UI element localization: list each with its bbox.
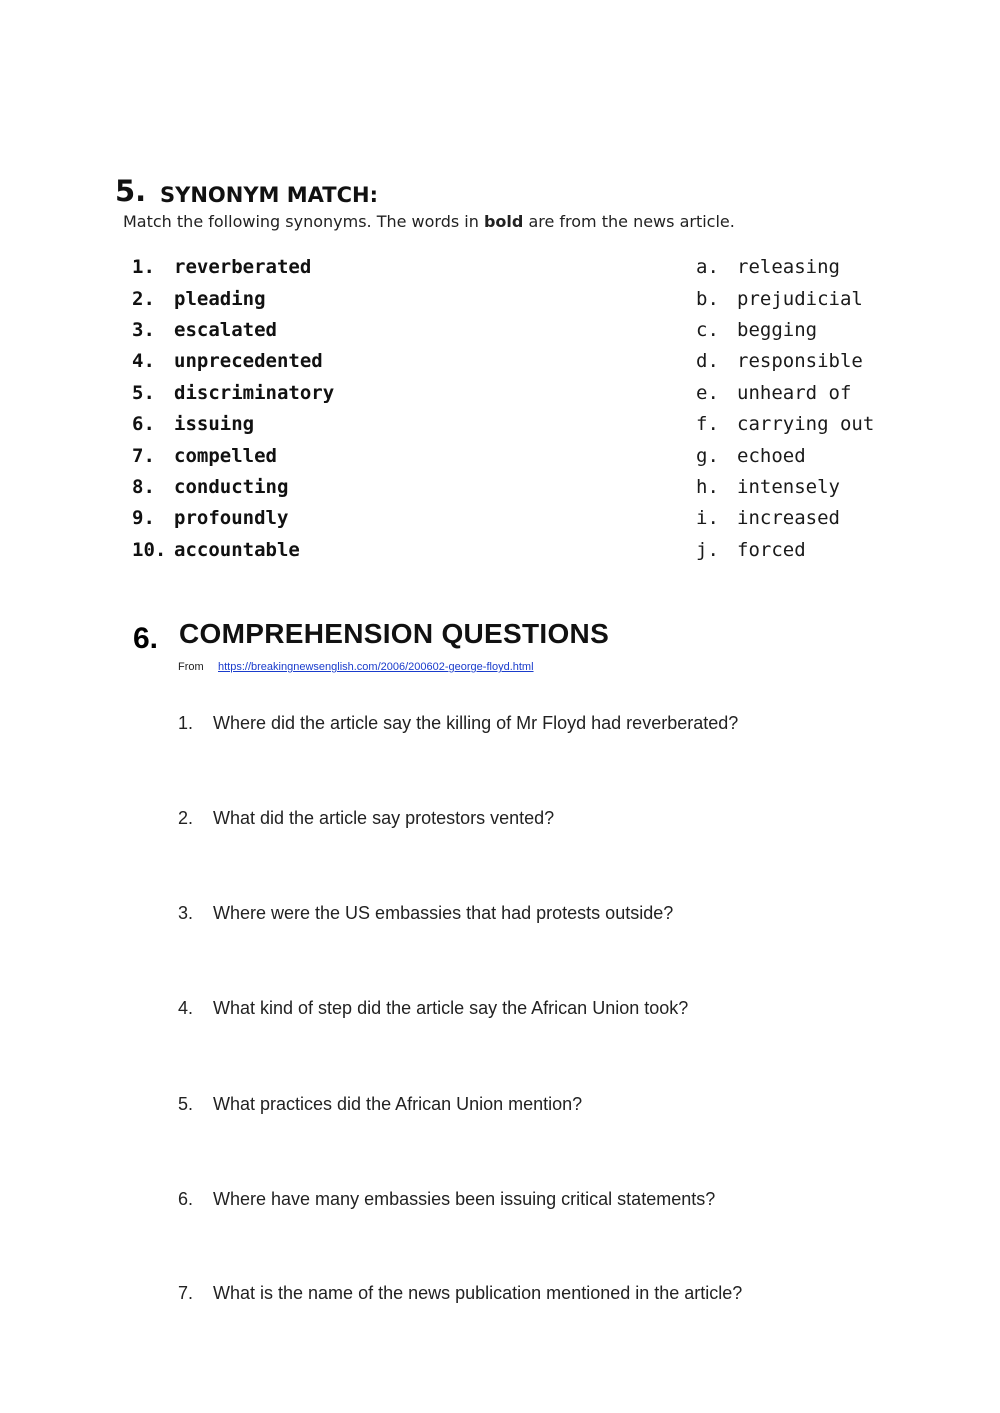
- question-number: 1.: [178, 713, 194, 733]
- term-number: 5.: [132, 382, 155, 404]
- question-text: Where did the article say the killing of Mr Floyd had reverberated?: [213, 713, 739, 733]
- term-number: 9.: [132, 507, 155, 529]
- term-number: 2.: [132, 288, 155, 310]
- synonym-letter: i.: [696, 507, 719, 529]
- question-item: [0, 1094, 1000, 1122]
- synonym-word: carrying out: [737, 413, 875, 435]
- synonym-letter: h.: [696, 476, 719, 498]
- question-item: [0, 713, 1000, 741]
- term-word: compelled: [174, 445, 277, 467]
- synonym-letter: b.: [696, 288, 719, 310]
- term-word: escalated: [174, 319, 277, 341]
- question-text: What is the name of the news publication mentioned in the article?: [213, 1283, 743, 1303]
- match-row: [0, 288, 1000, 319]
- question-text: What kind of step did the article say the African Union took?: [213, 998, 689, 1018]
- term-number: 1.: [132, 256, 155, 278]
- question-number: 4.: [178, 998, 194, 1018]
- term-number: 3.: [132, 319, 155, 341]
- term-word: reverberated: [174, 256, 312, 278]
- question-text: What practices did the African Union mention?: [213, 1094, 583, 1114]
- section-5-number: 5.: [115, 174, 147, 208]
- section-5-title: SYNONYM MATCH:: [160, 183, 378, 207]
- question-item: [0, 998, 1000, 1026]
- question-text: What did the article say protestors vented?: [213, 808, 555, 828]
- synonym-word: responsible: [737, 350, 863, 372]
- synonym-letter: a.: [696, 256, 719, 278]
- term-word: discriminatory: [174, 382, 335, 404]
- synonym-word: increased: [737, 507, 840, 529]
- question-item: [0, 808, 1000, 836]
- section-6-number: 6.: [133, 622, 159, 655]
- question-item: [0, 1189, 1000, 1217]
- match-row: [0, 539, 1000, 570]
- section-6-title: COMPREHENSION QUESTIONS: [179, 618, 610, 649]
- term-word: pleading: [174, 288, 266, 310]
- term-number: 7.: [132, 445, 155, 467]
- term-word: accountable: [174, 539, 300, 561]
- synonym-word: intensely: [737, 476, 840, 498]
- synonym-letter: f.: [696, 413, 719, 435]
- term-word: conducting: [174, 476, 289, 498]
- question-number: 7.: [178, 1283, 194, 1303]
- match-row: [0, 256, 1000, 287]
- synonym-letter: c.: [696, 319, 719, 341]
- question-number: 6.: [178, 1189, 194, 1209]
- term-word: issuing: [174, 413, 255, 435]
- match-row: [0, 413, 1000, 444]
- question-text: Where have many embassies been issuing critical statements?: [213, 1189, 716, 1209]
- term-number: 6.: [132, 413, 155, 435]
- synonym-letter: j.: [696, 539, 719, 561]
- synonym-word: prejudicial: [737, 288, 863, 310]
- match-row: [0, 445, 1000, 476]
- question-item: [0, 1283, 1000, 1311]
- question-number: 3.: [178, 903, 194, 923]
- synonym-letter: g.: [696, 445, 719, 467]
- term-word: unprecedented: [174, 350, 323, 372]
- source-from-label: From: [178, 661, 204, 673]
- term-number: 4.: [132, 350, 155, 372]
- question-number: 5.: [178, 1094, 194, 1114]
- synonym-word: echoed: [737, 445, 806, 467]
- match-row: [0, 319, 1000, 350]
- match-row: [0, 350, 1000, 381]
- synonym-letter: e.: [696, 382, 719, 404]
- match-row: [0, 507, 1000, 538]
- instruction-text-bold: bold: [483, 212, 524, 231]
- section-5-instruction: [123, 212, 735, 231]
- instruction-text-post: are from the news article.: [523, 212, 735, 231]
- synonym-word: begging: [737, 319, 818, 341]
- term-number: 8.: [132, 476, 155, 498]
- source-link[interactable]: https://breakingnewsenglish.com/2006/200602-george-floyd.html: [218, 661, 534, 673]
- synonym-word: forced: [737, 539, 806, 561]
- question-item: [0, 903, 1000, 931]
- term-number: 10.: [132, 539, 167, 561]
- match-row: [0, 476, 1000, 507]
- instruction-text-pre: Match the following synonyms. The words in: [123, 212, 484, 231]
- question-number: 2.: [178, 808, 194, 828]
- question-text: Where were the US embassies that had protests outside?: [213, 903, 674, 923]
- synonym-word: releasing: [737, 256, 840, 278]
- synonym-letter: d.: [696, 350, 719, 372]
- term-word: profoundly: [174, 507, 289, 529]
- synonym-word: unheard of: [737, 382, 852, 404]
- match-row: [0, 382, 1000, 413]
